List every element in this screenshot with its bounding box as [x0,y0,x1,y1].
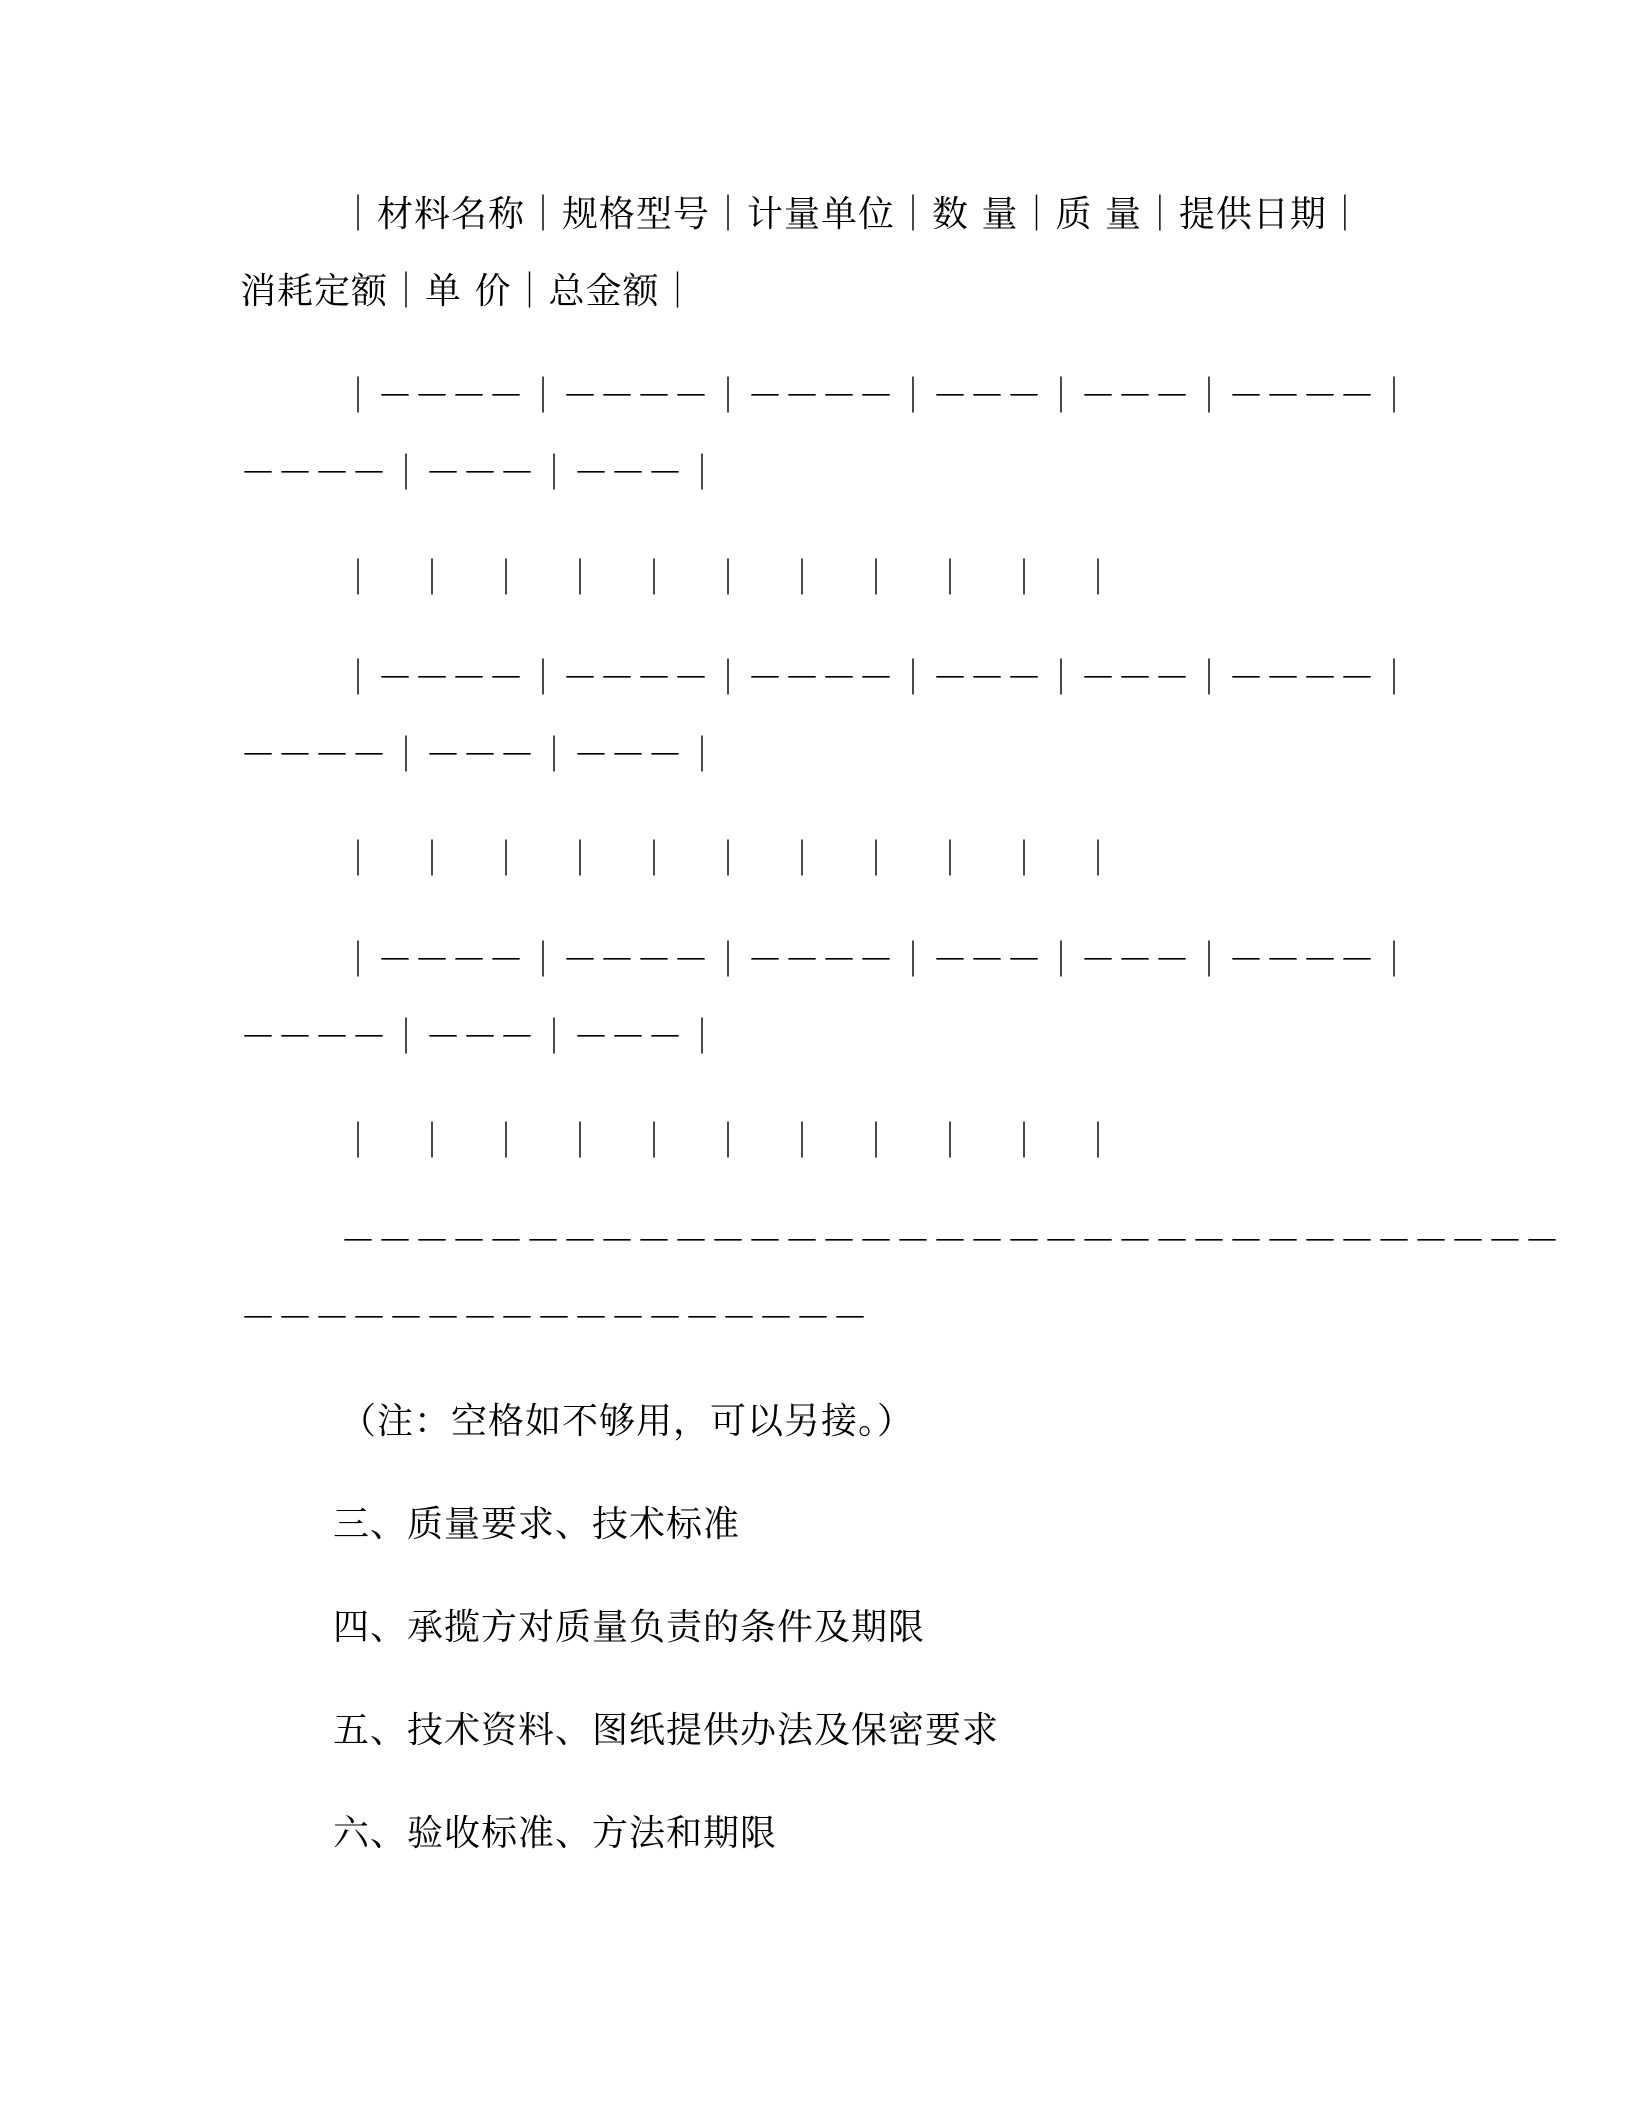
table-header-line-1: ｜材料名称｜规格型号｜计量单位｜数 量｜质 量｜提供日期｜ [340,194,1364,235]
table-note: （注：空格如不够用，可以另接。） [340,1401,915,1442]
table-separator-line-1: ｜－－－－｜－－－－｜－－－－｜－－－｜－－－｜－－－－｜ [340,376,1414,417]
table-separator-line-2: －－－－｜－－－｜－－－｜ [240,453,722,494]
section-heading-3: 三、质量要求、技术标准 [333,1504,741,1545]
table-bottom-line-1: －－－－－－－－－－－－－－－－－－－－－－－－－－－－－－－－－ [340,1221,1562,1262]
section-heading-6: 六、验收标准、方法和期限 [333,1813,778,1854]
section-heading-5: 五、技术资料、图纸提供办法及保密要求 [333,1710,1000,1751]
table-empty-row: ｜ ｜ ｜ ｜ ｜ ｜ ｜ ｜ ｜ ｜ ｜ [340,558,1118,599]
table-separator-line-1: ｜－－－－｜－－－－｜－－－－｜－－－｜－－－｜－－－－｜ [340,940,1414,981]
table-empty-row: ｜ ｜ ｜ ｜ ｜ ｜ ｜ ｜ ｜ ｜ ｜ [340,839,1118,880]
section-heading-4: 四、承揽方对质量负责的条件及期限 [333,1607,926,1648]
table-empty-row: ｜ ｜ ｜ ｜ ｜ ｜ ｜ ｜ ｜ ｜ ｜ [340,1121,1118,1162]
table-separator-line-2: －－－－｜－－－｜－－－｜ [240,735,722,776]
table-header-line-2: 消耗定额｜单 价｜总金额｜ [240,271,697,312]
table-separator-line-2: －－－－｜－－－｜－－－｜ [240,1017,722,1058]
table-separator-line-1: ｜－－－－｜－－－－｜－－－－｜－－－｜－－－｜－－－－｜ [340,658,1414,699]
table-bottom-line-2: －－－－－－－－－－－－－－－－－ [240,1298,870,1339]
